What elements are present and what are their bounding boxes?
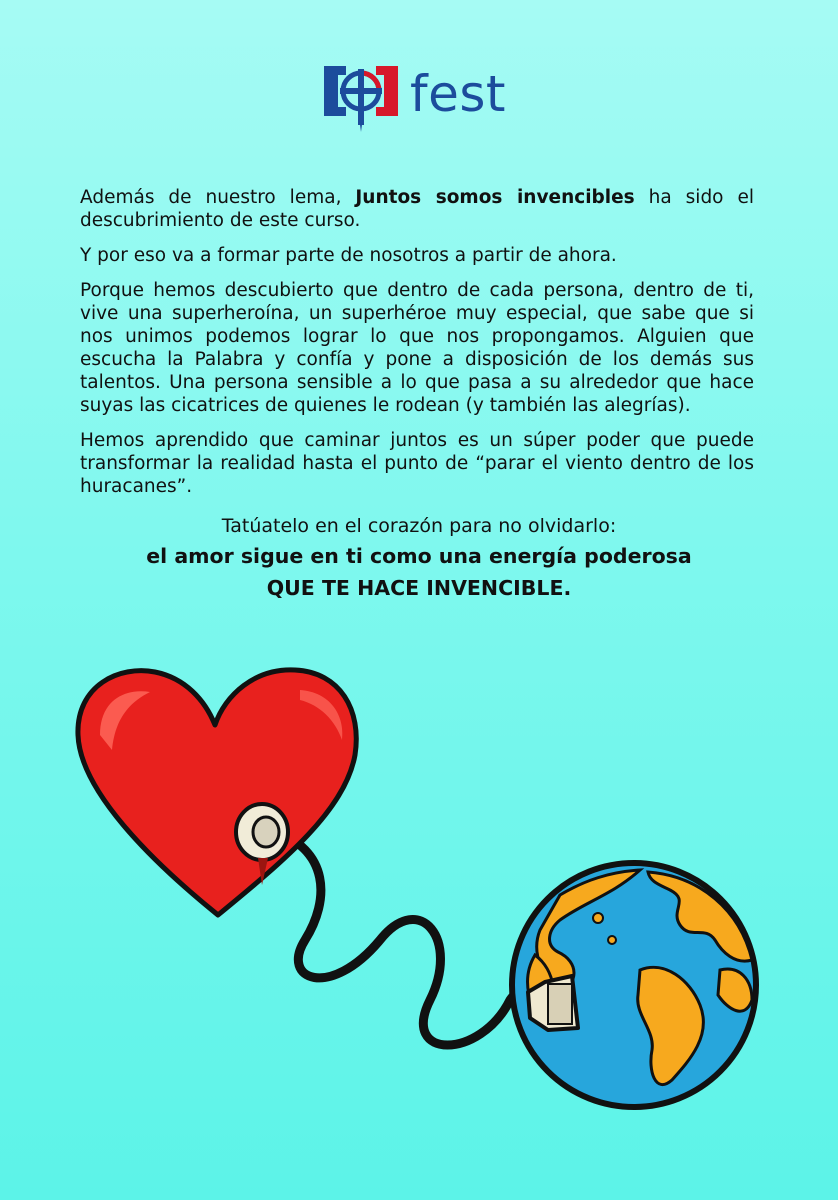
fest-logo [322, 60, 522, 136]
logo-emblem-icon [322, 60, 400, 136]
paragraph-1 [80, 186, 754, 232]
main-text [80, 186, 754, 498]
paragraph-1-start: Además de nuestro lema, [80, 187, 356, 208]
closing-line-1: el amor sigue en ti como una energía poderosa [146, 544, 692, 568]
paragraph-2: Y por eso va a formar parte de nosotros a partir de ahora. [80, 245, 617, 266]
paragraph-4: Hemos aprendido que caminar juntos es un súper poder que puede transformar la realidad hasta el punto de “parar el viento dentro de los huracanes”. [80, 430, 754, 497]
motto-bold: Juntos somos invencibles [355, 187, 635, 208]
closing-message [0, 514, 838, 602]
paragraph-3: Porque hemos descubierto que dentro de cada persona, dentro de ti, vive una superheroína, un superhéroe muy especial, que sabe que si nos unimos podemos lograr lo que nos propongamos. Alguien que escucha la Palabra y confía y pone a disposición de los demás sus talentos. Una persona sensible a lo que pasa a su alrededor que hace suyas las cicatrices de quienes le rodean (y también las alegrías). [80, 280, 754, 416]
closing-line-2: QUE TE HACE INVENCIBLE. [266, 576, 572, 600]
heart-plugged-into-world-illustration [0, 640, 838, 1200]
heart-icon [78, 670, 356, 915]
paragraph-1-end: ha sido el descubrimiento de este curso. [80, 187, 754, 231]
globe-icon [512, 863, 756, 1107]
logo-wordmark: fest [410, 65, 507, 123]
power-cable [272, 830, 545, 1045]
closing-intro: Tatúatelo en el corazón para no olvidarlo: [221, 515, 617, 537]
